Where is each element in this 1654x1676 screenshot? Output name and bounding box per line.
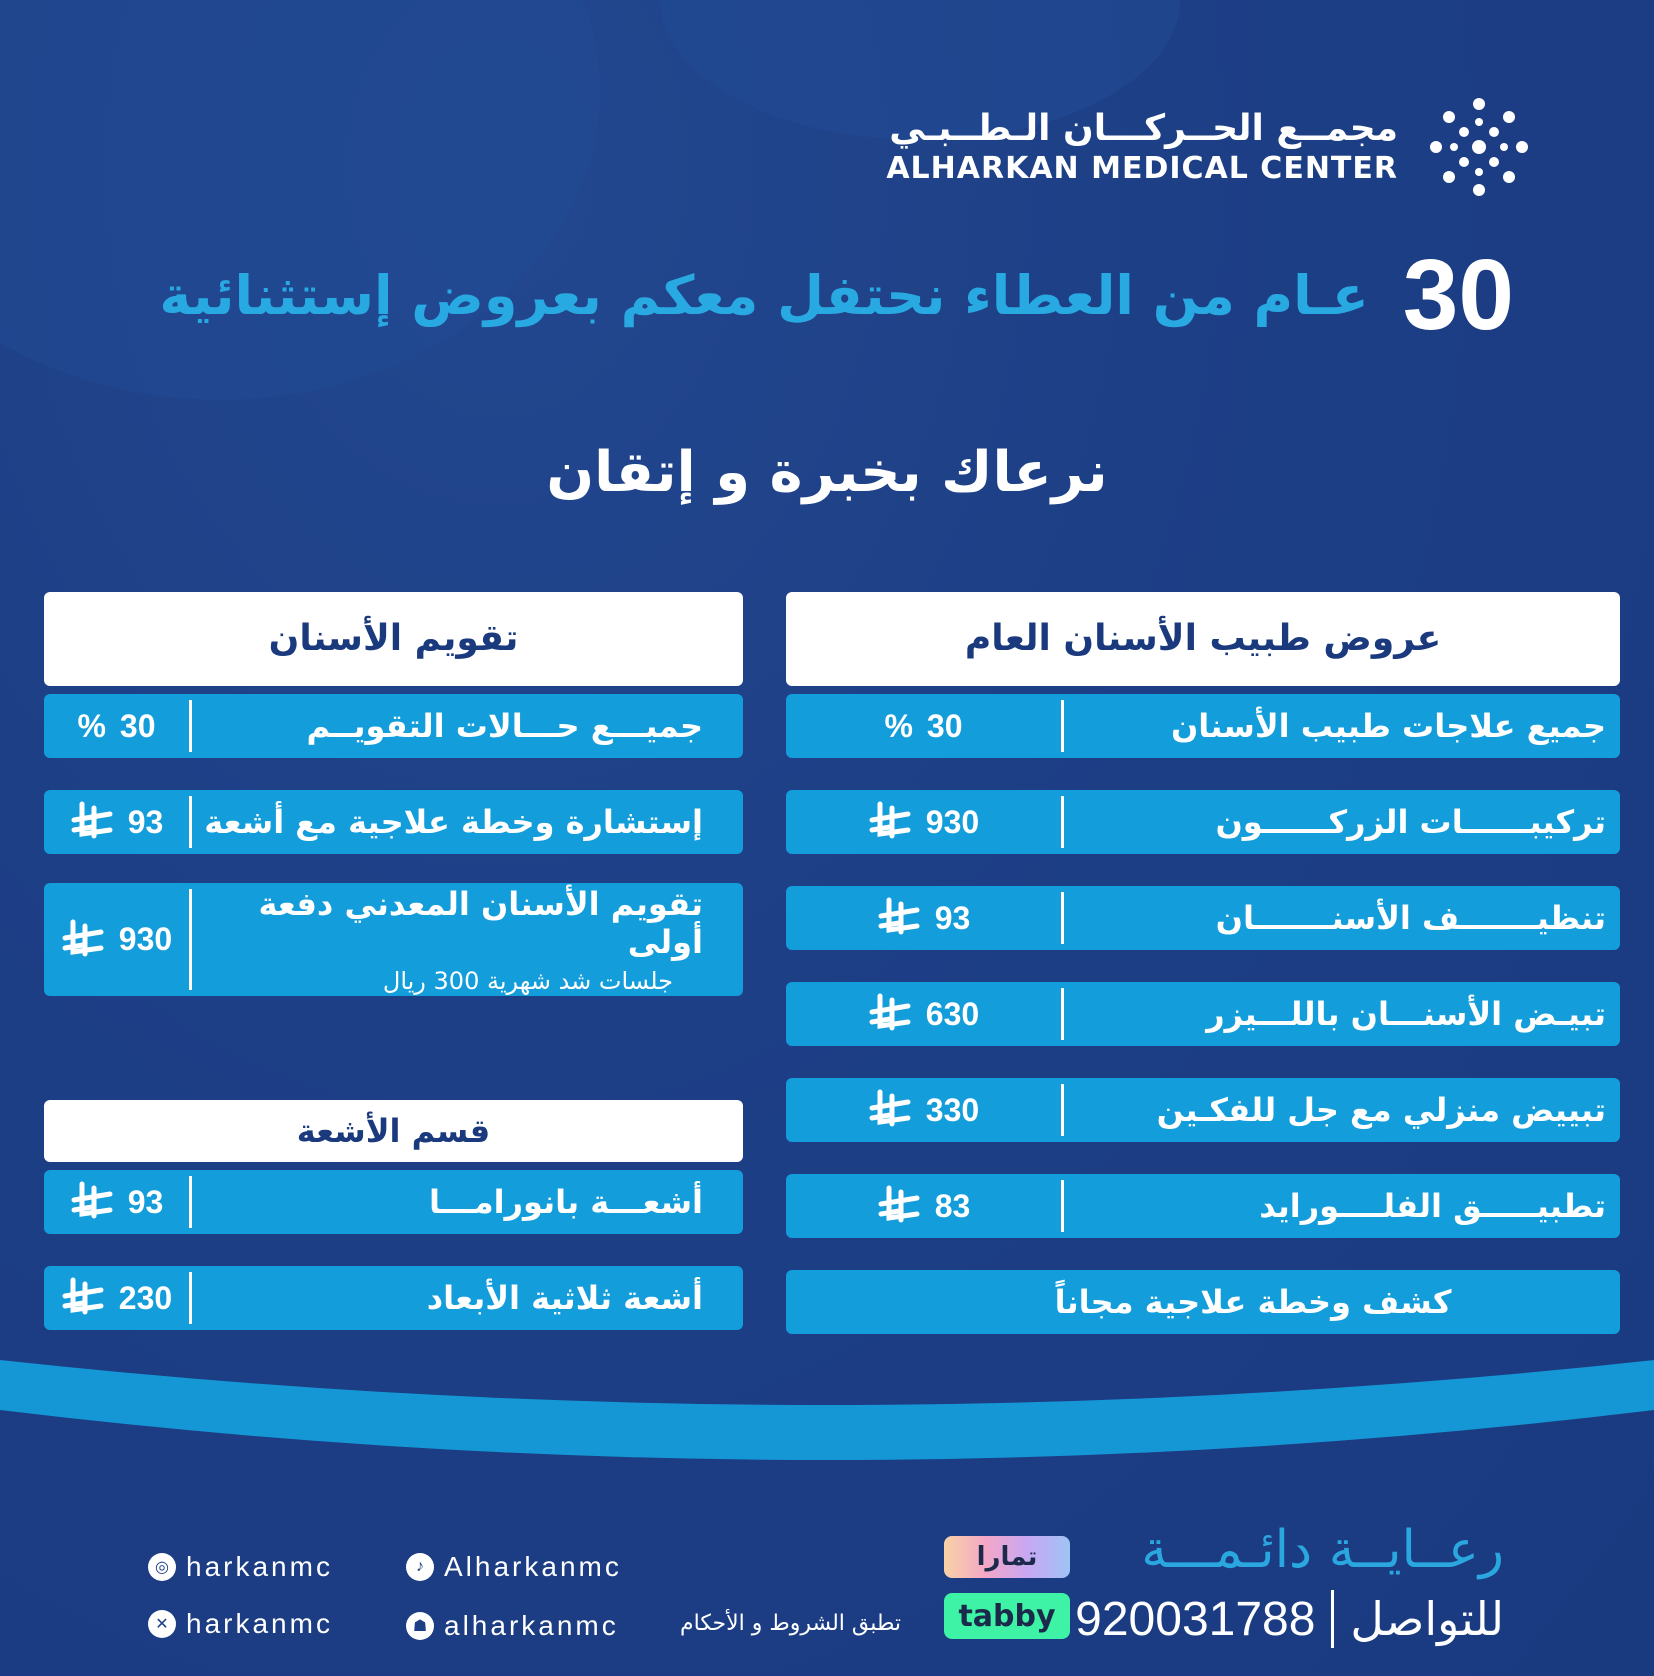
instagram-handle: harkanmc [186,1551,333,1582]
price-value: 30 [926,707,963,744]
offer-row [786,694,1620,758]
brand-name-ar: مجمــع الحــركـــان الـطــبـي [889,107,1398,149]
tabby-badge: tabby [944,1593,1070,1639]
offer-name: تركيبــــــات الزركــــــون [1215,803,1606,841]
divider [1061,1180,1064,1232]
price-value: 93 [934,899,971,936]
riyal-icon [868,800,912,844]
offer-name: تبيـض الأسنـــان باللـــيزر [1206,995,1606,1033]
price-value: 93 [127,1183,164,1220]
offer-row [786,790,1620,854]
offer-price [786,992,1061,1036]
price-value: 83 [934,1187,971,1224]
snapchat-icon: ☗ [406,1612,434,1640]
percent-sign: % [884,707,913,744]
riyal-icon [868,992,912,1036]
social-x[interactable] [148,1608,333,1640]
offer-name: أشعـــة بانورامـــا [429,1183,703,1221]
tagline: نرعاك بخبرة و إتقان [546,440,1108,505]
x-icon: ✕ [148,1610,176,1638]
price-value: 93 [127,803,164,840]
social-snapchat[interactable] [406,1610,619,1642]
price-value: 930 [118,921,173,957]
offer-price [44,918,189,962]
riyal-icon [877,896,921,940]
offer-row [44,1170,743,1234]
headline [159,238,1514,353]
panel-title: قسم الأشعة [44,1100,743,1162]
brand-mark-icon [1424,92,1534,202]
divider [1061,988,1064,1040]
free-offer-row [786,1270,1620,1334]
price-value: 30 [119,707,156,744]
offer-price [44,1276,189,1320]
terms-note: تطبق الشروط و الأحكام [680,1611,902,1636]
offer-price [786,1184,1061,1228]
panel-title: تقويم الأسنان [44,592,743,686]
riyal-icon [61,918,105,962]
offer-name: تنظيـــــــف الأسنـــــــان [1215,899,1606,937]
offer-price [786,1088,1061,1132]
orthodontics-panel [44,592,743,995]
offer-name: تبييض منزلي مع جل للفكـين [1156,1091,1606,1129]
x-handle: harkanmc [186,1608,333,1639]
divider [1061,700,1064,752]
offer-name: تطبيـــــق الفلــــورايد [1259,1187,1606,1225]
riyal-icon [70,1180,114,1224]
offer-row [786,1078,1620,1142]
divider [189,700,192,752]
phone-number[interactable]: 920031788 [1075,1592,1316,1646]
riyal-icon [61,1276,105,1320]
riyal-icon [877,1184,921,1228]
free-offer-text: كشف وخطة علاجية مجاناً [1054,1283,1452,1321]
offer-row [786,886,1620,950]
offer-name: جميع علاجات طبيب الأسنان [1170,707,1606,745]
social-instagram[interactable] [148,1551,333,1583]
offer-price [786,800,1061,844]
offer-row [44,694,743,758]
offer-row [44,883,743,996]
offer-price [786,896,1061,940]
headline-number: 30 [1402,239,1514,351]
offer-row [44,1266,743,1330]
offer-row [786,1174,1620,1238]
divider [1061,892,1064,944]
offer-name: إستشارة وخطة علاجية مع أشعة [204,803,703,841]
percent-sign: % [77,707,106,744]
social-tiktok[interactable] [406,1551,622,1583]
riyal-icon [868,1088,912,1132]
headline-text: عـام من العطاء نحتفل معكم بعروض إستثنائية [159,264,1369,327]
general-dentist-panel [786,592,1620,1321]
panel-title: عروض طبيب الأسنان العام [786,592,1620,686]
offer-price [786,708,1061,745]
snapchat-handle: alharkanmc [444,1610,619,1641]
offer-note: جلسات شد شهرية 300 ريال [382,966,673,995]
offer-name-block [192,885,743,995]
contact-line [1075,1590,1504,1648]
wave-decoration [0,1340,1654,1540]
tamara-badge: تمارا [944,1536,1070,1578]
price-value: 230 [118,1279,173,1316]
offer-row [44,790,743,854]
divider [189,1176,192,1228]
contact-label: للتواصل [1350,1592,1504,1646]
price-value: 330 [925,1091,980,1128]
radiology-panel [44,1100,743,1317]
divider [189,796,192,848]
riyal-icon [70,800,114,844]
divider [1331,1590,1334,1648]
divider [189,1272,192,1324]
offer-name: تقويم الأسنان المعدني دفعة أولى [258,884,703,961]
offer-name: جميـــع حـــالات التقويــم [306,707,703,745]
footer-slogan: رعــايــة دائـمـــة [1141,1520,1504,1580]
price-value: 930 [925,803,980,840]
divider [1061,796,1064,848]
offer-row [786,982,1620,1046]
instagram-icon: ◎ [148,1553,176,1581]
price-value: 630 [925,995,980,1032]
offer-name: أشعة ثلاثية الأبعاد [426,1279,703,1317]
offer-price [44,800,189,844]
tiktok-handle: Alharkanmc [444,1551,622,1582]
divider [189,889,192,990]
brand-logo [886,92,1534,202]
offer-price [44,708,189,745]
offer-price [44,1180,189,1224]
brand-name-en: ALHARKAN MEDICAL CENTER [886,150,1398,186]
divider [1061,1084,1064,1136]
tiktok-icon: ♪ [406,1553,434,1581]
